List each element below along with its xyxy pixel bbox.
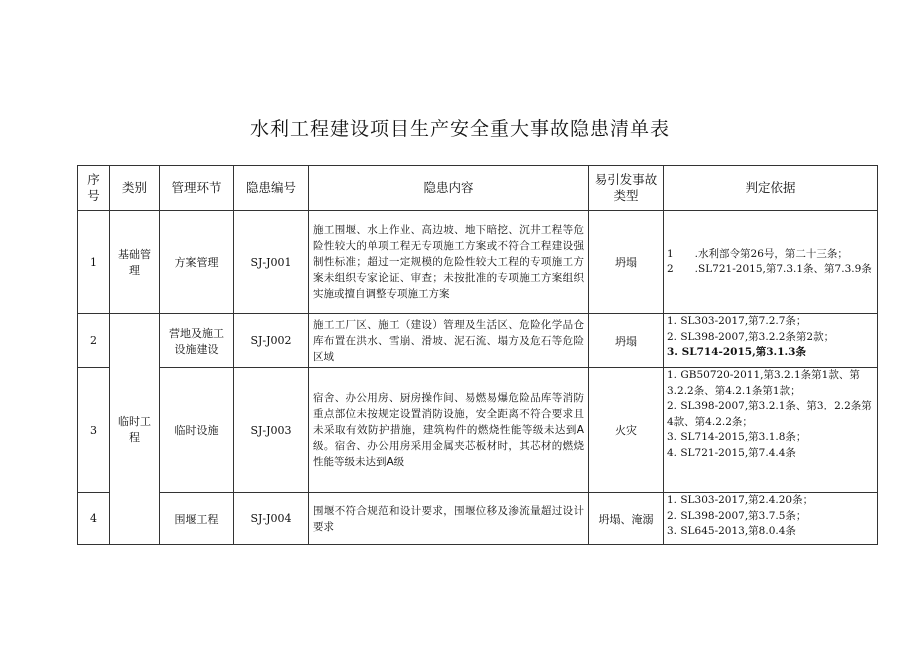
row-seq: 1: [78, 211, 110, 314]
row-content: 宿舍、办公用房、厨房操作间、易燃易爆危险品库等消防重点部位未按规定设置消防设施，安全距离不符合要求且未采取有效防护措施，建筑构件的燃烧性能等级未达到A级。宿舍、办公用房采用金属夹芯板材时，其芯材的燃烧性能等级未达到A级: [309, 368, 589, 493]
header-accident: 易引发事故类型: [589, 166, 664, 211]
table-row: [78, 314, 878, 368]
row-content: 围堰不符合规范和设计要求，围堰位移及渗流量超过设计要求: [309, 493, 589, 545]
basis-item: 1. SL303-2017,第2.4.20条；: [667, 494, 814, 506]
table-row: [78, 493, 878, 545]
basis-item: 1. SL303-2017,第7.2.7条；: [667, 315, 807, 327]
header-seq: 序号: [78, 166, 110, 211]
header-basis: 判定依据: [664, 166, 878, 211]
row-accident: 坍塌、淹溺: [589, 493, 664, 545]
row-category: 临时工程: [110, 314, 160, 545]
row-basis: [664, 211, 878, 314]
row-content: 施工围堰、水上作业、高边坡、地下暗挖、沉井工程等危险性较大的单项工程无专项施工方案或不符合工程建设强制性标准；超过一定规模的危险性较大工程的专项施工方案未组织专家论证、审查；未按批准的专项施工方案组织实施或擅自调整专项施工方案: [309, 211, 589, 314]
row-accident: 火灾: [589, 368, 664, 493]
basis-item: 2. SL398-2007,第3.2.1条、第3．2.2条第4款、第4.2.2条；: [667, 400, 872, 428]
row-accident: 坍塌: [589, 211, 664, 314]
basis-item: 1. GB50720-2011,第3.2.1条第1款、第3.2.2条、第4.2.1条第1款；: [667, 369, 860, 397]
row-category: 基础管理: [110, 211, 160, 314]
row-seq: 4: [78, 493, 110, 545]
row-accident: 坍塌: [589, 314, 664, 368]
table-row: [78, 368, 878, 493]
header-stage: 管理环节: [160, 166, 234, 211]
header-content: 隐患内容: [309, 166, 589, 211]
row-stage: 围堰工程: [160, 493, 234, 545]
basis-item: 3. SL714-2015,第3.1.3条: [667, 346, 806, 358]
basis-item: 2 .SL721-2015,第7.3.1条、第7.3.9条: [667, 263, 872, 275]
page-title: 水利工程建设项目生产安全重大事故隐患清单表: [249, 118, 670, 140]
header-row: [78, 166, 878, 211]
hazard-table: [77, 165, 878, 545]
row-basis: [664, 493, 878, 545]
row-basis: [664, 368, 878, 493]
row-stage: 临时设施: [160, 368, 234, 493]
basis-item: 1 .水利部令第26号，第二十三条；: [667, 247, 848, 260]
header-category: 类别: [110, 166, 160, 211]
row-code: SJ-J001: [234, 211, 309, 314]
basis-item: 2. SL398-2007,第3.2.2条第2款；: [667, 330, 835, 343]
table-row: [78, 211, 878, 314]
row-stage: 方案管理: [160, 211, 234, 314]
row-code: SJ-J003: [234, 368, 309, 493]
basis-item: 2. SL398-2007,第3.7.5条；: [667, 509, 807, 522]
row-basis: [664, 314, 878, 368]
row-content: 施工工厂区、施工（建设）管理及生活区、危险化学品仓库布置在洪水、雪崩、滑坡、泥石流、塌方及危石等危险区域: [309, 314, 589, 368]
basis-item: 4. SL721-2015,第7.4.4条: [667, 446, 796, 459]
row-seq: 2: [78, 314, 110, 368]
basis-item: 3. SL645-2013,第8.0.4条: [667, 525, 796, 537]
row-stage: 营地及施工设施建设: [160, 314, 234, 368]
row-code: SJ-J002: [234, 314, 309, 368]
row-code: SJ-J004: [234, 493, 309, 545]
basis-item: 3. SL714-2015,第3.1.8条；: [667, 431, 807, 443]
header-code: 隐患编号: [234, 166, 309, 211]
row-seq: 3: [78, 368, 110, 493]
